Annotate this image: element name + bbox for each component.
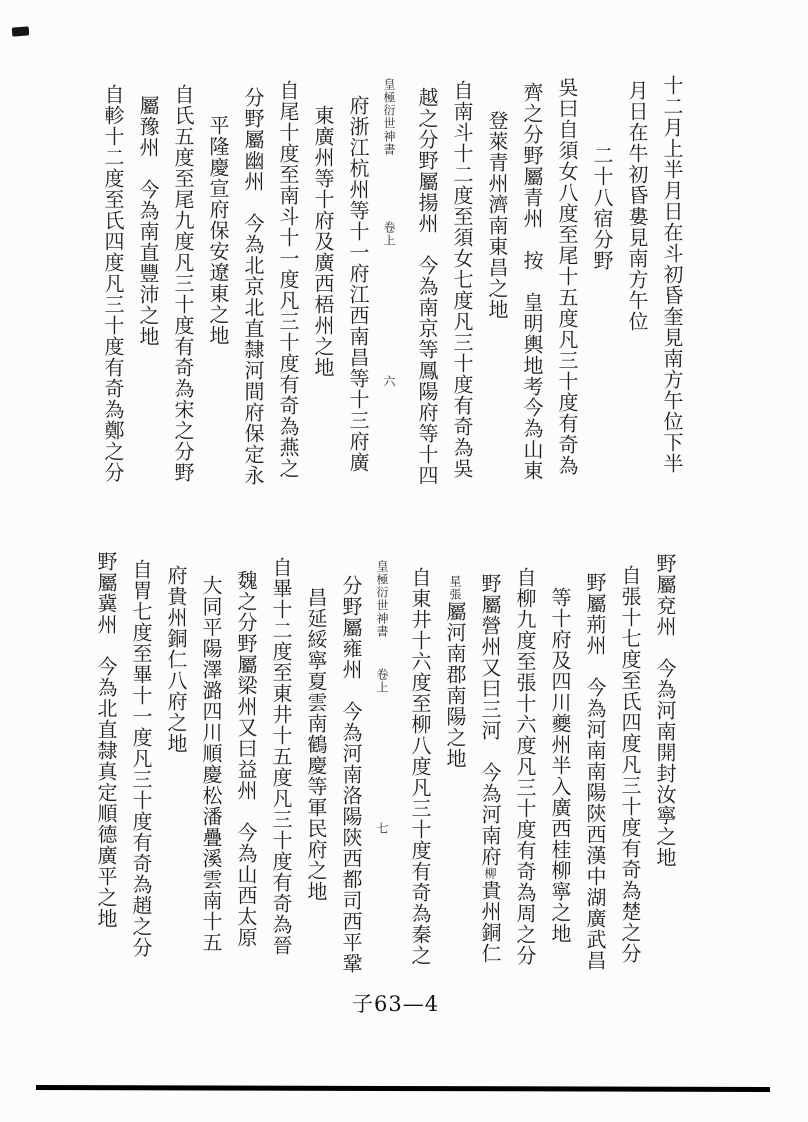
small-annotation-text: 卷上 xyxy=(382,221,396,247)
text-column xyxy=(116,545,151,958)
small-annotation-text: 星張 xyxy=(448,575,462,601)
text-column xyxy=(437,60,472,479)
text-column xyxy=(402,60,437,486)
column-text: 分野屬雍州 今為河南洛陽陝西都司西平鞏 xyxy=(339,575,363,974)
column-text: 自氏五度至尾九度凡三十度有奇為宋之分野 xyxy=(171,84,195,483)
column-gap xyxy=(389,156,390,221)
column-text: 屬豫州 今為南直豐沛之地 xyxy=(136,95,160,347)
text-column xyxy=(605,545,640,964)
column-text: 自柳九度至張十六度凡三十度有奇為周之分 xyxy=(513,567,537,966)
column-gap xyxy=(382,694,383,822)
small-annotation-text: 七 xyxy=(375,822,389,835)
column-text: 自東井十六度至柳八度凡三十度有奇為秦之 xyxy=(408,567,432,966)
column-text: 府浙江杭州等十一府江西南昌等十三府廣 xyxy=(346,95,370,473)
column-text: 十二月上半月日在斗初昏奎見南方午位下半 xyxy=(660,75,684,474)
column-text: 自張十七度至氏四度凡三十度有奇為楚之分 xyxy=(618,565,642,964)
column-text: 平隆慶宣府保安遼東之地 xyxy=(206,115,230,346)
scan-edge-line xyxy=(36,1085,770,1092)
top-half-text-block xyxy=(88,60,682,515)
column-text: 貴州銅仁 xyxy=(478,880,502,964)
column-text: 東廣州等十府及廣西梧州之地 xyxy=(311,105,335,378)
column-text: 登萊青州濟南東昌之地 xyxy=(485,110,509,320)
text-column xyxy=(151,545,186,754)
text-column xyxy=(298,60,333,378)
text-column xyxy=(507,60,542,481)
small-annotation-text: 皇極衍世神書 xyxy=(375,560,389,638)
text-column xyxy=(326,545,361,974)
volume-page-label: 子63—4 xyxy=(352,992,440,1016)
text-column xyxy=(570,545,605,971)
column-text: 魏之分野屬梁州又曰益州 今為山西太原 xyxy=(234,570,258,948)
column-text: 屬河南郡南陽之地 xyxy=(443,601,467,769)
column-text: 分野屬幽州 今為北京北直隸河間府保定永 xyxy=(241,87,265,486)
column-gap xyxy=(389,247,390,375)
running-title-column xyxy=(375,60,395,388)
column-text: 野屬荊州 今為河南南陽陝西漢中湖廣武昌 xyxy=(583,572,607,971)
column-text: 野屬冀州 今為北直隸真定順德廣平之地 xyxy=(94,551,118,929)
text-column xyxy=(228,60,263,486)
text-column xyxy=(256,545,291,956)
text-column xyxy=(186,545,221,953)
small-annotation-text: 皇極衍世神書 xyxy=(382,78,396,156)
text-column xyxy=(291,545,326,902)
text-column xyxy=(535,545,570,944)
text-column xyxy=(333,60,368,473)
column-text: 野屬兗州 今為河南開封汝寧之地 xyxy=(653,553,677,868)
small-annotation-text: 六 xyxy=(382,375,396,388)
column-text: 昌延綏寧夏雲南鶴慶等軍民府之地 xyxy=(304,587,328,902)
text-column xyxy=(193,60,228,346)
column-text: 府貴州銅仁八府之地 xyxy=(164,565,188,754)
text-column xyxy=(577,60,612,271)
text-column xyxy=(472,60,507,320)
column-text: 自胃七度至畢十一度凡三十度有奇為趙之分 xyxy=(129,559,153,958)
small-annotation-text: 卷上 xyxy=(375,668,389,694)
column-text: 吳曰自須女八度至尾十五度凡三十度有奇為 xyxy=(555,77,579,476)
text-column xyxy=(158,60,193,483)
column-text: 月日在牛初昏婁見南方午位 xyxy=(625,80,649,332)
column-gap xyxy=(382,638,383,668)
column-text: 自軫十二度至氏四度凡三十度有奇為鄭之分 xyxy=(101,84,125,483)
column-text: 齊之分野屬青州 按 皇明輿地考今為山東 xyxy=(520,82,544,481)
column-text: 越之分野屬揚州 今為南京等鳳陽府等十四 xyxy=(415,87,439,486)
column-text: 二十八宿分野 xyxy=(590,145,614,271)
small-annotation-text: 柳 xyxy=(483,867,497,880)
scan-ink-blotch xyxy=(12,26,30,36)
column-text: 自南斗十二度至須女七度凡三十度有奇為吳 xyxy=(450,80,474,479)
text-column xyxy=(123,60,158,347)
text-column xyxy=(263,60,298,479)
text-column xyxy=(647,60,682,474)
running-title-column xyxy=(368,545,388,835)
column-text: 等十府及四川夔州半入廣西桂柳寧之地 xyxy=(548,587,572,944)
text-column xyxy=(640,545,675,868)
bottom-half-text-block xyxy=(81,545,675,1010)
text-column xyxy=(395,545,430,966)
text-column xyxy=(430,545,465,769)
text-column xyxy=(221,545,256,948)
text-column xyxy=(81,545,116,929)
text-column xyxy=(465,545,500,964)
column-text: 野屬營州又曰三河 今為河南府 xyxy=(478,573,502,867)
column-text: 自尾十度至南斗十一度凡三十度有奇為燕之 xyxy=(276,80,300,479)
text-column xyxy=(88,60,123,483)
column-text: 大同平陽澤潞四川順慶松潘疊溪雲南十五 xyxy=(199,575,223,953)
text-column xyxy=(500,545,535,966)
column-text: 自畢十二度至東井十五度凡三十度有奇為晉 xyxy=(269,557,293,956)
text-column xyxy=(612,60,647,332)
text-column xyxy=(542,60,577,476)
